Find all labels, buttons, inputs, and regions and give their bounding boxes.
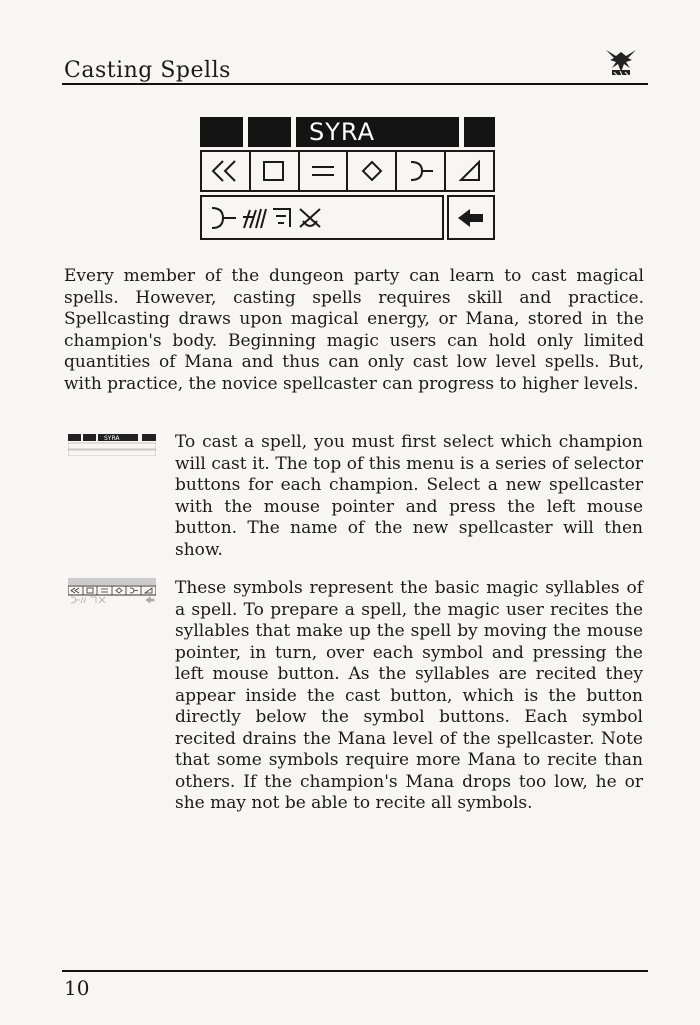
cast-row (200, 195, 495, 240)
active-champion-name[interactable]: SYRA (296, 117, 459, 147)
backspace-button[interactable] (447, 195, 495, 240)
left-arrow-icon (456, 207, 486, 229)
diamond-rune-icon (357, 158, 387, 184)
intro-paragraph: Every member of the dungeon party can learn to cast magical spells. However, casting spells requires skill and practice. Spellcasting draws upon magical energy, or Mana, stored in the champion's body. Beginning magic users can hold only limited quantities of Mana and thus can only cast low level spells. But, with practice, the novice spellcaster can progress to higher levels. (64, 266, 644, 394)
page-number: 10 (64, 976, 90, 1000)
champion-selector-thumbnail (68, 434, 156, 456)
equals-rune-icon (308, 158, 338, 184)
recited-runes-icon (208, 203, 348, 233)
double-chevron-rune-icon (208, 158, 242, 184)
thumbnail-champion-label: SYRA (104, 435, 120, 442)
footer-rule (62, 970, 648, 972)
triangle-rune-icon (455, 158, 485, 184)
champion-selector-button[interactable] (200, 117, 243, 147)
rune-symbol-button[interactable] (348, 152, 397, 190)
rune-symbol-button[interactable] (446, 152, 493, 190)
hook-rune-icon (406, 158, 436, 184)
cast-button[interactable] (200, 195, 444, 240)
rune-symbol-button[interactable] (397, 152, 446, 190)
dungeon-logo-icon (604, 48, 638, 78)
champion-selector-row (200, 117, 495, 147)
symbol-buttons-thumbnail (68, 578, 156, 604)
champion-selector-button[interactable] (248, 117, 291, 147)
rune-symbol-button[interactable] (300, 152, 349, 190)
page-title: Casting Spells (64, 58, 231, 83)
header-rule (62, 83, 648, 85)
symbol-buttons-row (200, 150, 495, 192)
rune-symbol-button[interactable] (202, 152, 251, 190)
rune-symbol-button[interactable] (251, 152, 300, 190)
champion-selector-button[interactable] (464, 117, 495, 147)
selector-paragraph: To cast a spell, you must first select which champion will cast it. The top of this menu is a series of selector buttons for each champion. Select a new spellcaster with the mouse pointer and press the left mouse button. The name of the new spellcaster will then show. (175, 432, 643, 560)
spell-menu-panel (200, 117, 495, 240)
square-rune-icon (259, 158, 289, 184)
symbols-paragraph: These symbols represent the basic magic syllables of a spell. To prepare a spell, the magic user recites the syllables that make up the spell by moving the mouse pointer, in turn, over each symbol and pressing the left mouse button. As the syllables are recited they appear inside the cast button, which is the button directly below the symbol buttons. Each symbol recited drains the Mana level of the spellcaster. Note that some symbols require more Mana to recite than others. If the champion's Mana drops too low, he or she may not be able to recite all symbols. (175, 578, 643, 813)
